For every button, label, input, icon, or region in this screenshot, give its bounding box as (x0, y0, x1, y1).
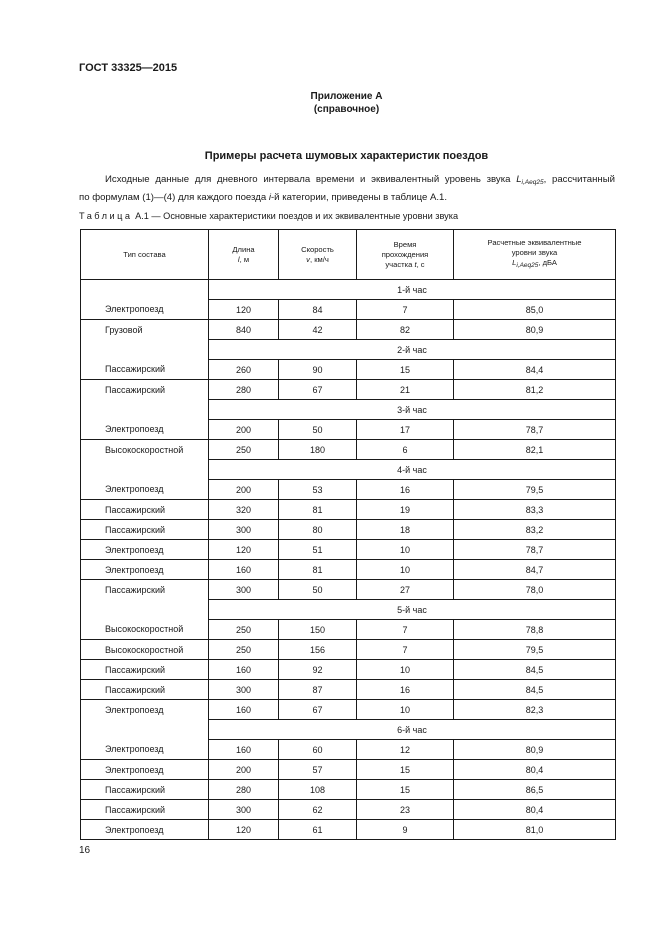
cell-time: 15 (357, 760, 454, 780)
cell-level: 84,5 (454, 680, 616, 700)
cell-level: 80,9 (454, 740, 616, 760)
table-row (81, 500, 616, 520)
cell-level: 79,5 (454, 480, 616, 500)
cell-length: 200 (209, 420, 279, 440)
cell-speed: 80 (279, 520, 357, 540)
page-number: 16 (79, 845, 91, 856)
hour-label: 6-й час (209, 720, 616, 740)
cell-level: 82,3 (454, 700, 616, 720)
cell-speed: 87 (279, 680, 357, 700)
cell-speed: 61 (279, 820, 357, 840)
cell-speed: 51 (279, 540, 357, 560)
table-row (81, 580, 616, 600)
cell-length: 300 (209, 800, 279, 820)
table-row (81, 360, 616, 380)
cell-time: 7 (357, 620, 454, 640)
table-row (81, 440, 616, 460)
cell-type: Грузовой (81, 320, 209, 340)
cell-length: 280 (209, 380, 279, 400)
header-type: Тип состава (81, 230, 209, 280)
cell-type: Электропоезд (81, 700, 209, 720)
cell-level: 78,0 (454, 580, 616, 600)
cell-speed: 150 (279, 620, 357, 640)
cell-level: 83,2 (454, 520, 616, 540)
hour-row (81, 460, 616, 480)
cell-time: 12 (357, 740, 454, 760)
cell-level: 81,2 (454, 380, 616, 400)
cell-type: Электропоезд (81, 560, 209, 580)
cell-time: 7 (357, 640, 454, 660)
cell-type: Электропоезд (81, 420, 209, 440)
cell-time: 10 (357, 660, 454, 680)
cell-length: 280 (209, 780, 279, 800)
cell-level: 84,4 (454, 360, 616, 380)
table-row (81, 480, 616, 500)
hour-row (81, 400, 616, 420)
cell-time: 27 (357, 580, 454, 600)
cell-length: 120 (209, 540, 279, 560)
cell-type: Высокоскоростной (81, 440, 209, 460)
cell-length: 300 (209, 520, 279, 540)
cell-level: 79,5 (454, 640, 616, 660)
cell-type: Пассажирский (81, 780, 209, 800)
cell-type: Электропоезд (81, 820, 209, 840)
cell-length: 200 (209, 760, 279, 780)
cell-length: 250 (209, 640, 279, 660)
table-row (81, 680, 616, 700)
cell-level: 84,5 (454, 660, 616, 680)
header-length: Длина l, м (209, 230, 279, 280)
header-level: Расчетные эквивалентные уровни звука $L_{i,Aeq25}$, дБА (454, 230, 616, 280)
hour-row (81, 340, 616, 360)
cell-speed: 60 (279, 740, 357, 760)
cell-type: Пассажирский (81, 680, 209, 700)
cell-level: 80,4 (454, 800, 616, 820)
table-row (81, 320, 616, 340)
cell-level: 80,4 (454, 760, 616, 780)
intro-line-1: Исходные данные для дневного интервала времени и эквивалентный уровень звука $L_{i,Aeq25}$, рассчитанный (105, 174, 615, 186)
cell-time: 17 (357, 420, 454, 440)
intro-line-2: по формулам (1)—(4) для каждого поезда i-й категории, приведены в таблице А.1. (79, 192, 448, 203)
header-speed: Скорость v, км/ч (279, 230, 357, 280)
trains-table (80, 229, 616, 840)
cell-speed: 50 (279, 580, 357, 600)
intro-paragraph (79, 172, 615, 205)
table-caption: Таблица А.1 — Основные характеристики поездов и их эквивалентные уровни звука (79, 211, 459, 221)
cell-time: 19 (357, 500, 454, 520)
cell-speed: 42 (279, 320, 357, 340)
cell-time: 6 (357, 440, 454, 460)
appendix-subtitle: (справочное) (313, 104, 380, 115)
cell-length: 200 (209, 480, 279, 500)
cell-time: 15 (357, 360, 454, 380)
cell-time: 10 (357, 540, 454, 560)
cell-type: Высокоскоростной (81, 640, 209, 660)
cell-speed: 156 (279, 640, 357, 660)
cell-length: 840 (209, 320, 279, 340)
hour-row (81, 600, 616, 620)
table-row (81, 760, 616, 780)
cell-speed: 57 (279, 760, 357, 780)
table-row (81, 520, 616, 540)
cell-level: 78,7 (454, 420, 616, 440)
table-row (81, 820, 616, 840)
cell-length: 120 (209, 300, 279, 320)
table-header-row (81, 230, 616, 280)
cell-time: 7 (357, 300, 454, 320)
cell-time: 18 (357, 520, 454, 540)
cell-level: 82,1 (454, 440, 616, 460)
table-row (81, 740, 616, 760)
cell-level: 78,8 (454, 620, 616, 640)
cell-length: 320 (209, 500, 279, 520)
cell-length: 160 (209, 560, 279, 580)
cell-speed: 50 (279, 420, 357, 440)
hour-row (81, 720, 616, 740)
cell-length: 300 (209, 680, 279, 700)
hour-label: 3-й час (209, 400, 616, 420)
cell-speed: 67 (279, 380, 357, 400)
table-row (81, 780, 616, 800)
cell-speed: 92 (279, 660, 357, 680)
cell-level: 86,5 (454, 780, 616, 800)
cell-time: 15 (357, 780, 454, 800)
cell-speed: 67 (279, 700, 357, 720)
cell-type: Пассажирский (81, 360, 209, 380)
cell-speed: 84 (279, 300, 357, 320)
cell-level: 80,9 (454, 320, 616, 340)
cell-level: 84,7 (454, 560, 616, 580)
table-row (81, 800, 616, 820)
cell-length: 160 (209, 740, 279, 760)
table-row (81, 660, 616, 680)
cell-type: Электропоезд (81, 740, 209, 760)
cell-type: Электропоезд (81, 300, 209, 320)
hour-label: 1-й час (209, 280, 616, 300)
cell-time: 10 (357, 560, 454, 580)
cell-speed: 81 (279, 500, 357, 520)
header-time: Время прохождения участка t, с (357, 230, 454, 280)
table-row (81, 420, 616, 440)
cell-time: 82 (357, 320, 454, 340)
cell-speed: 180 (279, 440, 357, 460)
appendix-title: Приложение А (310, 91, 383, 102)
cell-time: 16 (357, 480, 454, 500)
cell-length: 160 (209, 660, 279, 680)
cell-length: 250 (209, 620, 279, 640)
cell-type: Пассажирский (81, 520, 209, 540)
document-code: ГОСТ 33325—2015 (79, 62, 178, 74)
cell-type: Электропоезд (81, 540, 209, 560)
cell-level: 85,0 (454, 300, 616, 320)
cell-length: 120 (209, 820, 279, 840)
cell-time: 23 (357, 800, 454, 820)
table-row (81, 540, 616, 560)
cell-length: 260 (209, 360, 279, 380)
cell-type: Электропоезд (81, 480, 209, 500)
cell-speed: 81 (279, 560, 357, 580)
cell-level: 83,3 (454, 500, 616, 520)
table-row (81, 560, 616, 580)
cell-type: Электропоезд (81, 760, 209, 780)
hour-label: 2-й час (209, 340, 616, 360)
cell-speed: 53 (279, 480, 357, 500)
cell-type: Пассажирский (81, 380, 209, 400)
cell-type: Пассажирский (81, 580, 209, 600)
cell-type: Пассажирский (81, 800, 209, 820)
hour-row (81, 280, 616, 300)
cell-type: Пассажирский (81, 500, 209, 520)
hour-label: 4-й час (209, 460, 616, 480)
cell-time: 10 (357, 700, 454, 720)
cell-level: 78,7 (454, 540, 616, 560)
cell-length: 250 (209, 440, 279, 460)
hour-label: 5-й час (209, 600, 616, 620)
cell-level: 81,0 (454, 820, 616, 840)
cell-length: 160 (209, 700, 279, 720)
cell-time: 21 (357, 380, 454, 400)
table-row (81, 300, 616, 320)
table-row (81, 380, 616, 400)
cell-speed: 90 (279, 360, 357, 380)
cell-type: Высокоскоростной (81, 620, 209, 640)
cell-speed: 108 (279, 780, 357, 800)
section-heading: Примеры расчета шумовых характеристик поездов (204, 150, 489, 162)
table-row (81, 640, 616, 660)
cell-length: 300 (209, 580, 279, 600)
cell-time: 16 (357, 680, 454, 700)
cell-type: Пассажирский (81, 660, 209, 680)
cell-speed: 62 (279, 800, 357, 820)
table-row (81, 700, 616, 720)
cell-time: 9 (357, 820, 454, 840)
table-row (81, 620, 616, 640)
